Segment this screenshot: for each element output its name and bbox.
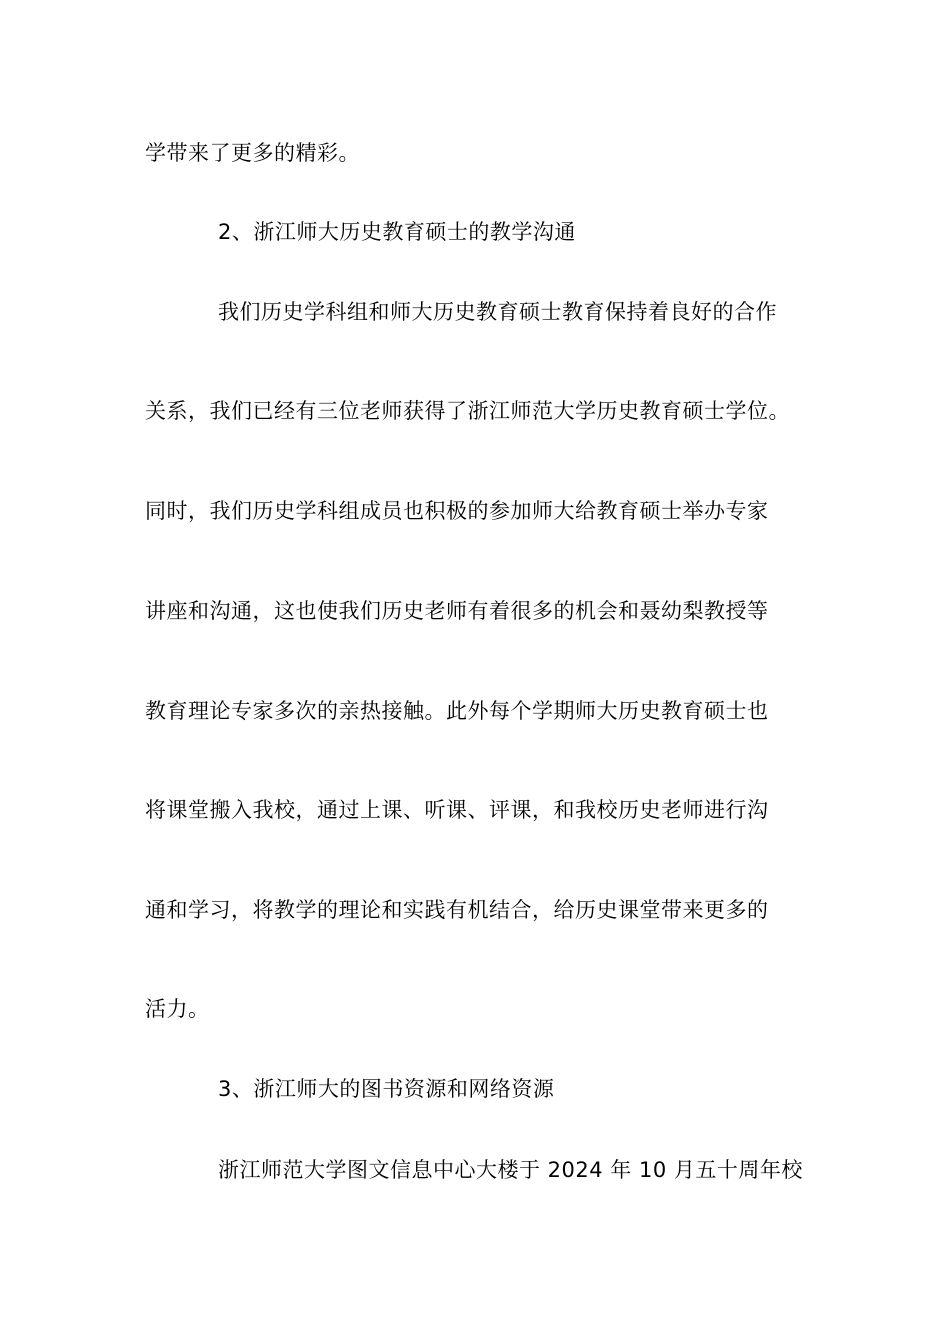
paragraph-line: 浙江师范大学图文信息中心大楼于 2024 年 10 月五十周年校 xyxy=(218,1158,803,1182)
paragraph-line: 学带来了更多的精彩。 xyxy=(145,141,360,165)
paragraph-line: 活力。 xyxy=(145,997,210,1021)
paragraph-line: 关系，我们已经有三位老师获得了浙江师范大学历史教育硕士学位。 xyxy=(145,399,790,423)
paragraph-line: 通和学习，将教学的理论和实践有机结合，给历史课堂带来更多的 xyxy=(145,898,769,922)
paragraph-line: 讲座和沟通，这也使我们历史老师有着很多的机会和聂幼梨教授等 xyxy=(145,599,769,623)
paragraph-line: 将课堂搬入我校，通过上课、听课、评课，和我校历史老师进行沟 xyxy=(145,798,769,822)
paragraph-line: 我们历史学科组和师大历史教育硕士教育保持着良好的合作 xyxy=(218,300,777,324)
section-heading: 2、浙江师大历史教育硕士的教学沟通 xyxy=(218,220,576,244)
paragraph-line: 同时，我们历史学科组成员也积极的参加师大给教育硕士举办专家 xyxy=(145,499,769,523)
section-heading: 3、浙江师大的图书资源和网络资源 xyxy=(218,1077,555,1101)
paragraph-line: 教育理论专家多次的亲热接触。此外每个学期师大历史教育硕士也 xyxy=(145,699,769,723)
